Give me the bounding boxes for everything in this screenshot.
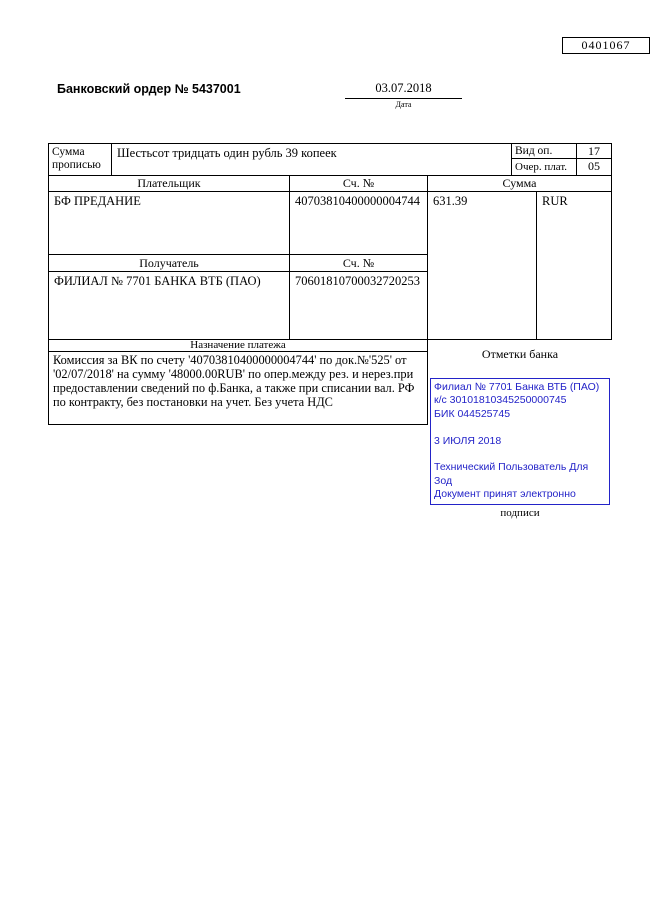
stamp-line: Технический Пользователь Для Зод [434,461,589,487]
op-type-label-cell: Вид оп. [512,143,577,159]
date-block [345,81,462,109]
stamp-line: БИК 044525745 [434,407,511,420]
payer-header-cell: Плательщик [48,176,290,192]
payee-account-header-cell: Сч. № [290,255,428,272]
form-code: 0401067 [581,38,631,52]
payee-header-cell: Получатель [48,255,290,272]
amount-words-cell: Шестьсот тридцать один рубль 39 копеек [112,143,512,176]
amount-value-cell: 631.39 [428,192,537,340]
amount-words-label-cell: Сумма прописью [48,143,112,176]
payee-name-cell: ФИЛИАЛ № 7701 БАНКА ВТБ (ПАО) [48,272,290,340]
payer-account-cell: 40703810400000004744 [290,192,428,255]
stamp-line [434,448,606,461]
signatures-label: подписи [500,507,540,519]
amount-header-cell: Сумма [428,176,612,192]
stamp-line: Филиал № 7701 Банка ВТБ (ПАО) [434,381,600,393]
op-type-value-cell: 17 [577,143,612,159]
bank-stamp [430,378,610,505]
purpose-text-cell: Комиссия за ВК по счету '40703810400000004744' по док.№'525' от '02/07/2018' на сумму '48000.00RUB' по опер.между рез. и нерез.при предоставлении сведений по ф.Банка, а также при списании вал. РФ по контракту, без постановки на учет. Без учета НДС [48,352,428,425]
stamp-line: Документ принят электронно [434,488,576,501]
currency-cell: RUR [537,192,612,340]
document-title: Банковский ордер № 5437001 [57,82,241,96]
form-code-box [562,37,650,54]
purpose-header-cell: Назначение платежа [48,340,428,352]
bank-marks-header: Отметки банка [481,347,559,360]
payer-name-cell: БФ ПРЕДАНИЕ [48,192,290,255]
stamp-line: 3 ИЮЛЯ 2018 [434,434,502,447]
order-table [48,143,612,523]
priority-label-cell: Очер. плат. [512,159,577,176]
payer-account-header-cell: Сч. № [290,176,428,192]
date-label: Дата [395,100,412,109]
priority-value-cell: 05 [577,159,612,176]
payee-account-cell: 70601810700032720253 [290,272,428,340]
stamp-line: к/с 30101810345250000745 [434,394,567,407]
date-value: 03.07.2018 [345,81,462,99]
stamp-line [434,421,606,434]
